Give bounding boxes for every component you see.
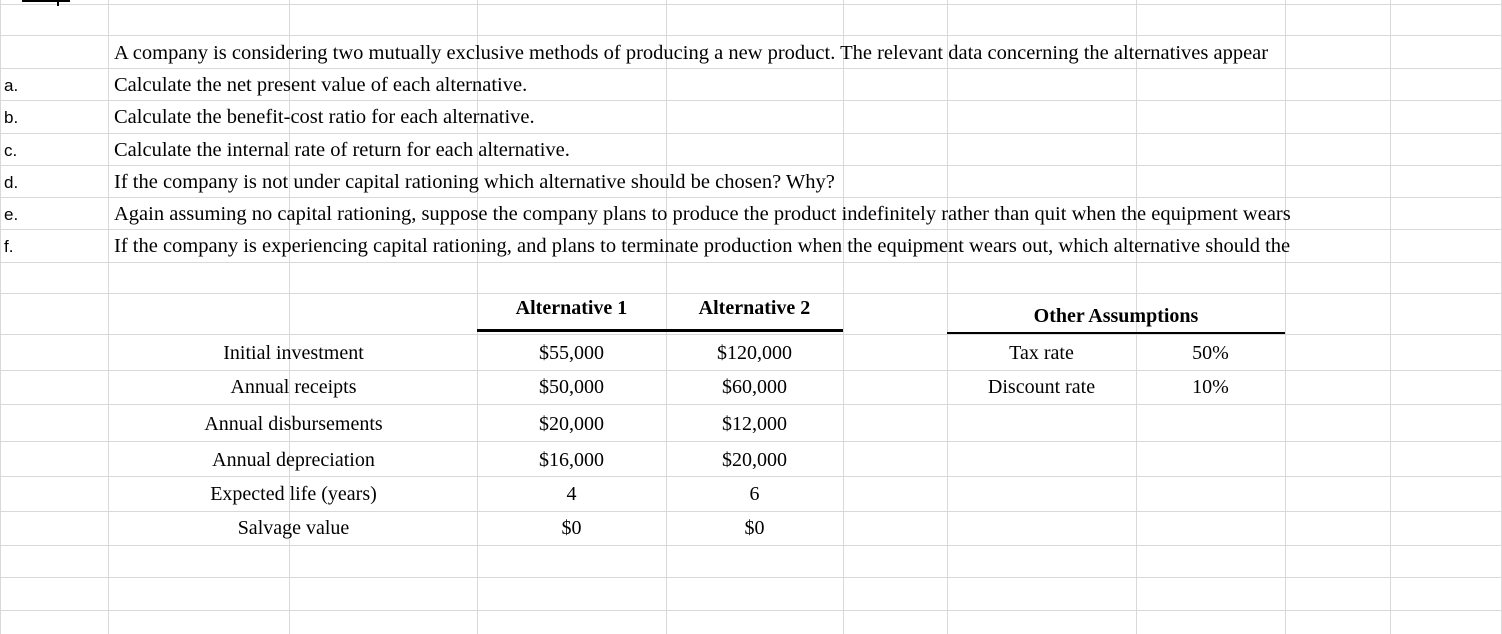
grid-line bbox=[0, 441, 1502, 442]
column-header-alternative-1: Alternative 1 bbox=[515, 297, 628, 319]
grid-line bbox=[0, 262, 1502, 263]
alt1-value: $16,000 bbox=[539, 449, 604, 471]
item-letter: c. bbox=[4, 141, 18, 160]
item-text: If the company is experiencing capital rationing, and plans to terminate production when the equipment wears out, which alternative should the bbox=[114, 235, 1291, 257]
alt2-value: $120,000 bbox=[717, 342, 792, 364]
alt2-value: 6 bbox=[749, 483, 760, 505]
grid-line bbox=[1390, 0, 1391, 634]
cropped-border-mark bbox=[57, 0, 59, 6]
alt1-value: $20,000 bbox=[539, 413, 604, 435]
grid-line bbox=[0, 4, 1502, 5]
grid-line bbox=[0, 476, 1502, 477]
row-label: Annual depreciation bbox=[212, 449, 375, 471]
row-label: Expected life (years) bbox=[210, 483, 377, 505]
item-letter: d. bbox=[4, 173, 19, 192]
item-text: Calculate the internal rate of return for each alternative. bbox=[114, 139, 570, 161]
alt1-value: $55,000 bbox=[539, 342, 604, 364]
item-text: Calculate the benefit-cost ratio for each alternative. bbox=[114, 106, 535, 128]
row-label: Annual receipts bbox=[230, 376, 357, 398]
alt1-value: 4 bbox=[566, 483, 577, 505]
item-letter: e. bbox=[4, 205, 19, 224]
row-label: Salvage value bbox=[237, 517, 350, 539]
alt1-value: $50,000 bbox=[539, 376, 604, 398]
alt2-value: $0 bbox=[744, 517, 765, 539]
grid-line bbox=[0, 545, 1502, 546]
item-letter: f. bbox=[4, 237, 14, 256]
assumption-value: 50% bbox=[1192, 342, 1229, 364]
item-text: Calculate the net present value of each alternative. bbox=[114, 74, 528, 96]
alt2-value: $60,000 bbox=[722, 376, 787, 398]
item-letter: a. bbox=[4, 76, 19, 95]
grid-line bbox=[0, 0, 1, 634]
alt2-value: $20,000 bbox=[722, 449, 787, 471]
item-letter: b. bbox=[4, 108, 19, 127]
cropped-border-mark bbox=[22, 0, 70, 2]
row-label: Initial investment bbox=[223, 342, 364, 364]
grid-line bbox=[108, 0, 109, 634]
grid-line bbox=[1285, 0, 1286, 634]
problem-intro: A company is considering two mutually exclusive methods of producing a new product. The relevant data concerning the alternatives appear bbox=[114, 42, 1269, 64]
row-label: Annual disbursements bbox=[204, 413, 383, 435]
assumptions-underline bbox=[947, 332, 1285, 334]
grid-line bbox=[0, 35, 1502, 36]
column-header-alternative-2: Alternative 2 bbox=[698, 297, 811, 319]
header-underline bbox=[477, 329, 843, 332]
grid-line bbox=[0, 334, 1502, 335]
item-text: If the company is not under capital rationing which alternative should be chosen? Why? bbox=[114, 171, 835, 193]
grid-line bbox=[843, 0, 844, 634]
alt2-value: $12,000 bbox=[722, 413, 787, 435]
assumption-label: Tax rate bbox=[1009, 342, 1074, 364]
grid-line bbox=[0, 404, 1502, 405]
grid-line bbox=[0, 610, 1502, 611]
alt1-value: $0 bbox=[561, 517, 582, 539]
assumption-label: Discount rate bbox=[987, 376, 1096, 398]
item-text: Again assuming no capital rationing, suppose the company plans to produce the product indefinitely rather than quit when the equipment wears bbox=[114, 203, 1291, 225]
assumption-value: 10% bbox=[1192, 376, 1229, 398]
grid-line bbox=[0, 577, 1502, 578]
assumptions-title: Other Assumptions bbox=[1033, 305, 1199, 327]
